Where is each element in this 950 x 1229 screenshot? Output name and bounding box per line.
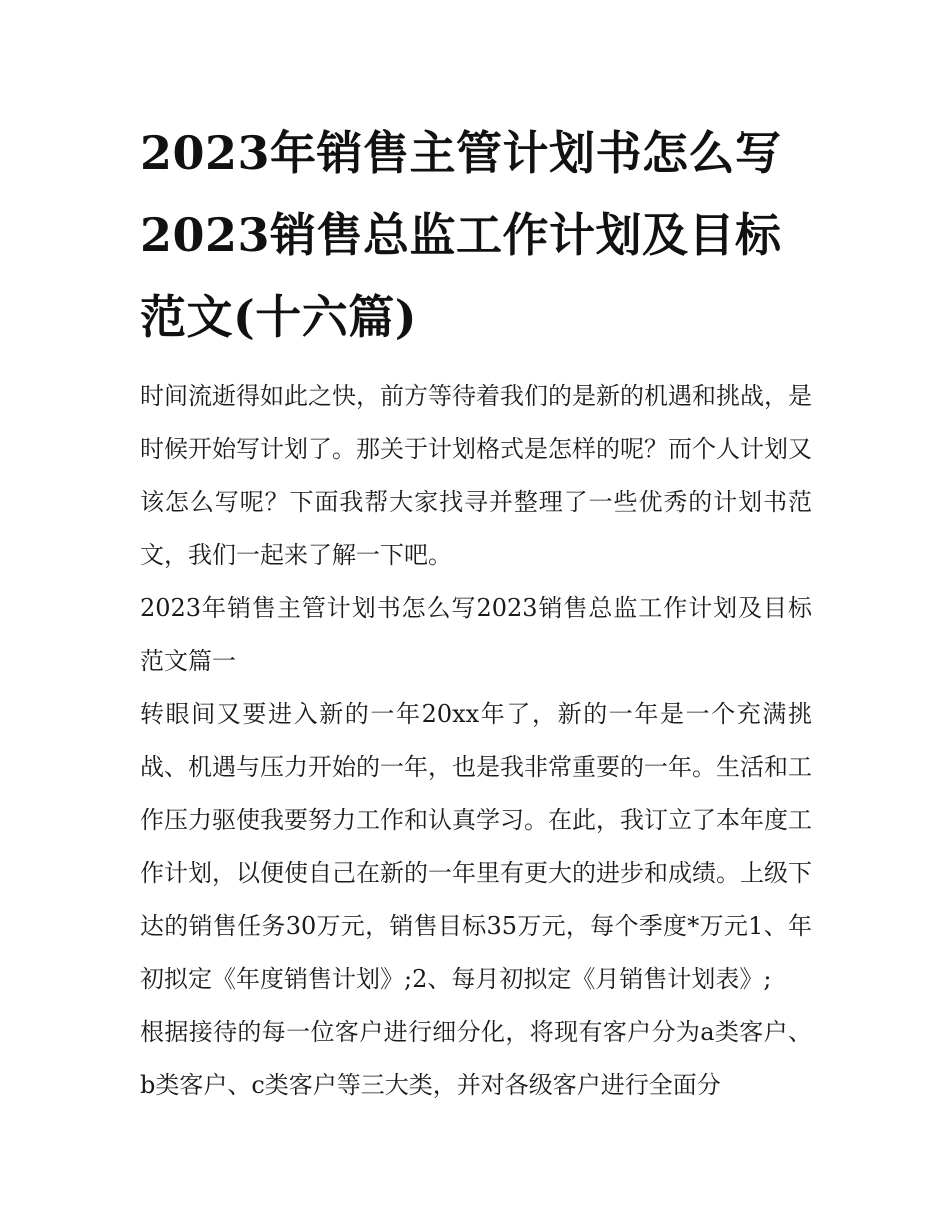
body-paragraph: 根据接待的每一位客户进行细分化，将现有客户分为a类客户、b类客户、c类客户等三大类，并对各级客户进行全面分 xyxy=(140,1018,812,1099)
intro-paragraph: 时间流逝得如此之快，前方等待着我们的是新的机遇和挑战，是时候开始写计划了。那关于计划格式是怎样的呢？而个人计划又该怎么写呢？下面我帮大家找寻并整理了一些优秀的计划书范文，我们一起来了解一下吧。 xyxy=(140,382,812,569)
body-paragraph: 转眼间又要进入新的一年20xx年了，新的一年是一个充满挑战、机遇与压力开始的一年，也是我非常重要的一年。生活和工作压力驱使我要努力工作和认真学习。在此，我订立了本年度工作计划，以便使自己在新的一年里有更大的进步和成绩。上级下达的销售任务30万元，销售目标35万元，每个季度*万元1、年初拟定《年度销售计划》;2、每月初拟定《月销售计划表》; xyxy=(140,700,812,993)
section-heading: 2023年销售主管计划书怎么写2023销售总监工作计划及目标范文篇一 xyxy=(140,594,812,675)
document-title: 2023年销售主管计划书怎么写2023销售总监工作计划及目标范文(十六篇) xyxy=(140,126,782,344)
document-page xyxy=(140,112,812,1112)
document-body xyxy=(140,370,812,1112)
